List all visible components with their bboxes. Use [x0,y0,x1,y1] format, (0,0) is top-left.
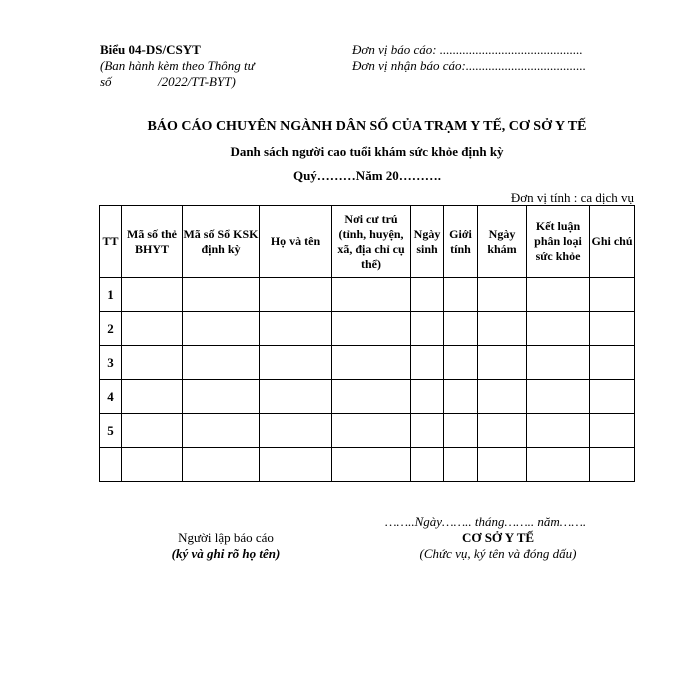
table-cell [478,278,527,312]
row-number: 4 [100,380,122,414]
table-row [100,346,635,380]
table-cell [527,414,590,448]
row-number: 3 [100,346,122,380]
header-ksk: Mã số Sổ KSK định kỳ [183,206,260,278]
table-cell [122,380,183,414]
issued-note-prefix: số [100,74,112,89]
table-cell [332,414,411,448]
facility-note: (Chức vụ, ký tên và đóng dấu) [419,546,577,561]
table-cell [260,414,332,448]
table-cell [332,346,411,380]
table-cell [332,448,411,482]
table-cell [478,312,527,346]
table-cell [260,448,332,482]
header-tt: TT [100,206,122,278]
table-cell [183,278,260,312]
table-cell [590,312,635,346]
table-cell [183,346,260,380]
row-number: 2 [100,312,122,346]
form-code: Biểu 04-DS/CSYT [100,42,201,57]
table-cell [444,346,478,380]
table-row [100,380,635,414]
row-number: 1 [100,278,122,312]
table-cell [183,414,260,448]
date-line: ……..Ngày…….. tháng…….. năm……. [385,514,587,529]
report-table [99,205,635,482]
unit-label: Đơn vị tính : ca dịch vụ [510,190,634,205]
table-cell [590,346,635,380]
table-cell [122,414,183,448]
table-cell [183,448,260,482]
row-number: 5 [100,414,122,448]
header-dob: Ngày sinh [411,206,444,278]
table-cell [444,278,478,312]
table-row [100,414,635,448]
header-exam-date: Ngày khám [478,206,527,278]
table-cell [411,346,444,380]
header-residence: Nơi cư trú (tỉnh, huyện, xã, địa chỉ cụ thể) [332,206,411,278]
issued-note-line1: (Ban hành kèm theo Thông tư [100,58,255,73]
row-number [100,448,122,482]
issued-note-suffix: /2022/TT-BYT) [158,74,236,89]
report-title: BÁO CÁO CHUYÊN NGÀNH DÂN SỐ CỦA TRẠM Y TẾ, CƠ SỞ Y TẾ [147,119,587,134]
header-bhyt: Mã số thẻ BHYT [122,206,183,278]
table-header-row [100,206,635,278]
table-cell [590,380,635,414]
facility-title: CƠ SỞ Y TẾ [461,530,535,545]
table-row [100,448,635,482]
table-cell [478,414,527,448]
table-cell [444,312,478,346]
table-cell [478,380,527,414]
table-cell [478,448,527,482]
header-conclusion: Kết luận phân loại sức khỏe [527,206,590,278]
table-cell [332,312,411,346]
report-period: Quý………Năm 20………. [292,168,442,183]
table-cell [411,414,444,448]
header-gender: Giới tính [444,206,478,278]
table-cell [332,380,411,414]
table-cell [444,414,478,448]
table-row [100,278,635,312]
table-cell [411,278,444,312]
table-cell [260,312,332,346]
table-cell [590,448,635,482]
table-cell [590,414,635,448]
table-cell [183,312,260,346]
table-cell [411,380,444,414]
table-cell [411,312,444,346]
header-name: Họ và tên [260,206,332,278]
preparer-title: Người lập báo cáo [178,530,274,545]
table-cell [527,448,590,482]
table-cell [590,278,635,312]
table-cell [122,278,183,312]
table-cell [527,278,590,312]
table-cell [260,278,332,312]
table-row [100,312,635,346]
preparer-note: (ký và ghi rõ họ tên) [171,546,281,561]
report-subtitle: Danh sách người cao tuổi khám sức khỏe định kỳ [230,144,504,159]
table-cell [527,312,590,346]
table-cell [411,448,444,482]
table-cell [122,312,183,346]
table-cell [444,380,478,414]
table-cell [332,278,411,312]
table-cell [260,380,332,414]
header-note: Ghi chú [590,206,635,278]
reporting-unit: Đơn vị báo cáo: ............................................ [352,42,583,57]
table-cell [478,346,527,380]
table-cell [122,346,183,380]
table-cell [183,380,260,414]
table-cell [260,346,332,380]
table-cell [527,380,590,414]
table-cell [444,448,478,482]
receiving-unit: Đơn vị nhận báo cáo:..................................... [352,58,587,73]
table-cell [527,346,590,380]
table-cell [122,448,183,482]
